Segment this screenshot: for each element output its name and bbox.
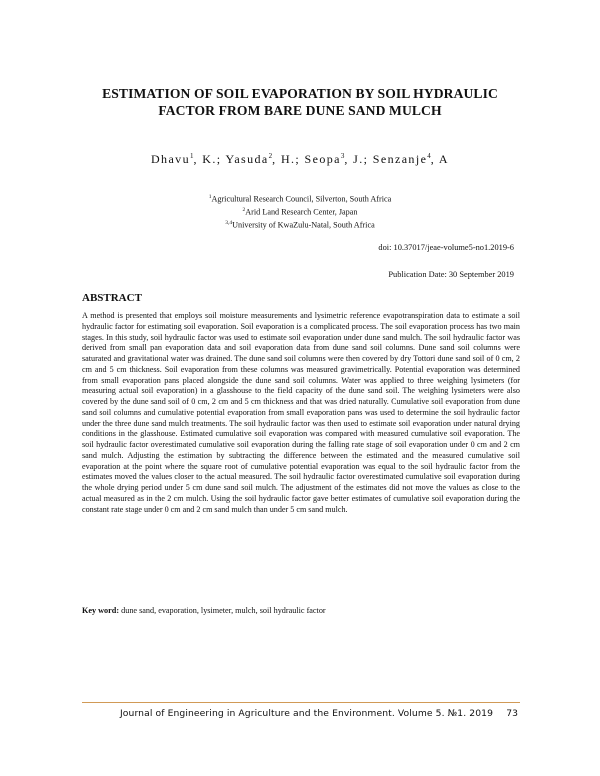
abstract-heading: ABSTRACT (82, 292, 142, 304)
author-initial: , H.; (272, 152, 305, 166)
page-number: 73 (506, 708, 518, 719)
author-name: Yasuda (225, 152, 269, 166)
author-initial: , K.; (193, 152, 226, 166)
author-initial: , J.; (344, 152, 373, 166)
affiliation-text: Arid Land Research Center, Japan (245, 207, 358, 217)
keywords-line (82, 606, 326, 615)
author-affil-mark: 2 (268, 152, 273, 160)
author-name: Senzanje (372, 152, 428, 166)
author-initial: , A (430, 152, 450, 166)
publication-date: Publication Date: 30 September 2019 (388, 270, 514, 279)
affiliation-text: Agricultural Research Council, Silverton, South Africa (211, 194, 392, 204)
footer-journal-citation: Journal of Engineering in Agriculture and the Environment. Volume 5. №1. 2019 (120, 708, 494, 719)
affiliation-list (0, 192, 600, 232)
affiliation-mark: 2 (242, 207, 246, 214)
author-affil-mark: 3 (340, 152, 345, 160)
author-name: Seopa (304, 152, 341, 166)
paper-title-line-1: ESTIMATION OF SOIL EVAPORATION BY SOIL HYDRAULIC (102, 86, 498, 101)
footer-divider (82, 702, 520, 703)
paper-title (60, 85, 540, 119)
author-name: Dhavu (150, 152, 190, 166)
keywords-label: Key word: (82, 606, 120, 615)
keywords-text: dune sand, evaporation, lysimeter, mulch, soil hydraulic factor (119, 606, 326, 615)
author-list (0, 152, 600, 167)
affiliation-item (0, 192, 600, 205)
abstract-body: A method is presented that employs soil moisture measurements and lysimetric reference evapotranspiration data to estimate a soil hydraulic factor for estimating soil evaporation. Soil evaporation is a complicated process. The soil evaporation process has two main stages. In this study, soil hydraulic factor was used to estimate soil evaporation under dune sand mulch. The soil hydraulic factor was derived from small pan evaporation data and soil evaporation data from dune sand soil columns. Dune sand soil columns were saturated and gravitational water was drained. The dune sand soil columns were then covered by dry Tottori dune sand soil of 0 cm, 2 cm and 5 cm thickness. Soil evaporation from these columns was measured gravimetrically. Potential evaporation was determined from small evaporation pans placed alongside the dune sand soil columns. Water was applied to three weighing lysimeters (for measuring actual soil evaporation) in a glasshouse to the field capacity of the dune sand soil. The weighing lysimeters were also covered by the dune sand soil of 0 cm, 2 cm and 5 cm thickness and that was dried naturally. Cumulative soil evaporation from dune sand soil columns and cumulative potential evaporation from small evaporation pans was used to determine the soil hydraulic factor under the three dune sand mulch treatments. The soil hydraulic factor was then used to estimate soil evaporation under natural drying conditions in the glasshouse. Estimated cumulative soil evaporation was compared with measured cumulative soil evaporation. The soil hydraulic factor overestimated cumulative soil evaporation during the falling rate stage of soil evaporation under 0 cm and 2 cm sand mulch. Adjusting the estimation by subtracting the difference between the estimated and the measured cumulative soil evaporation at the point where the square root of cumulative potential evaporation was equal to the soil hydraulic factor from the estimates moved the values closer to the actual measured. The soil hydraulic factor overestimated cumulative soil evaporation during the whole drying period under 5 cm dune sand soil mulch. The adjustment of the estimates did not move the values as close to the actual measured as in the 2 cm mulch. Using the soil hydraulic factor gave better estimates of cumulative soil evaporation during the constant rate stage under 0 cm and 2 cm sand mulch than under 5 cm sand mulch. (82, 311, 520, 514)
paper-title-line-2: FACTOR FROM BARE DUNE SAND MULCH (158, 103, 442, 118)
author-affil-mark: 4 (427, 152, 431, 160)
affiliation-mark: 1 (208, 194, 212, 200)
affiliation-item (0, 218, 600, 231)
affiliation-mark: 3,4 (225, 220, 233, 227)
doi-text: doi: 10.37017/jeae-volume5-no1.2019-6 (378, 243, 514, 252)
affiliation-text: University of KwaZulu-Natal, South Africa (232, 221, 375, 231)
author-affil-mark: 1 (189, 152, 194, 160)
affiliation-item (0, 205, 600, 218)
